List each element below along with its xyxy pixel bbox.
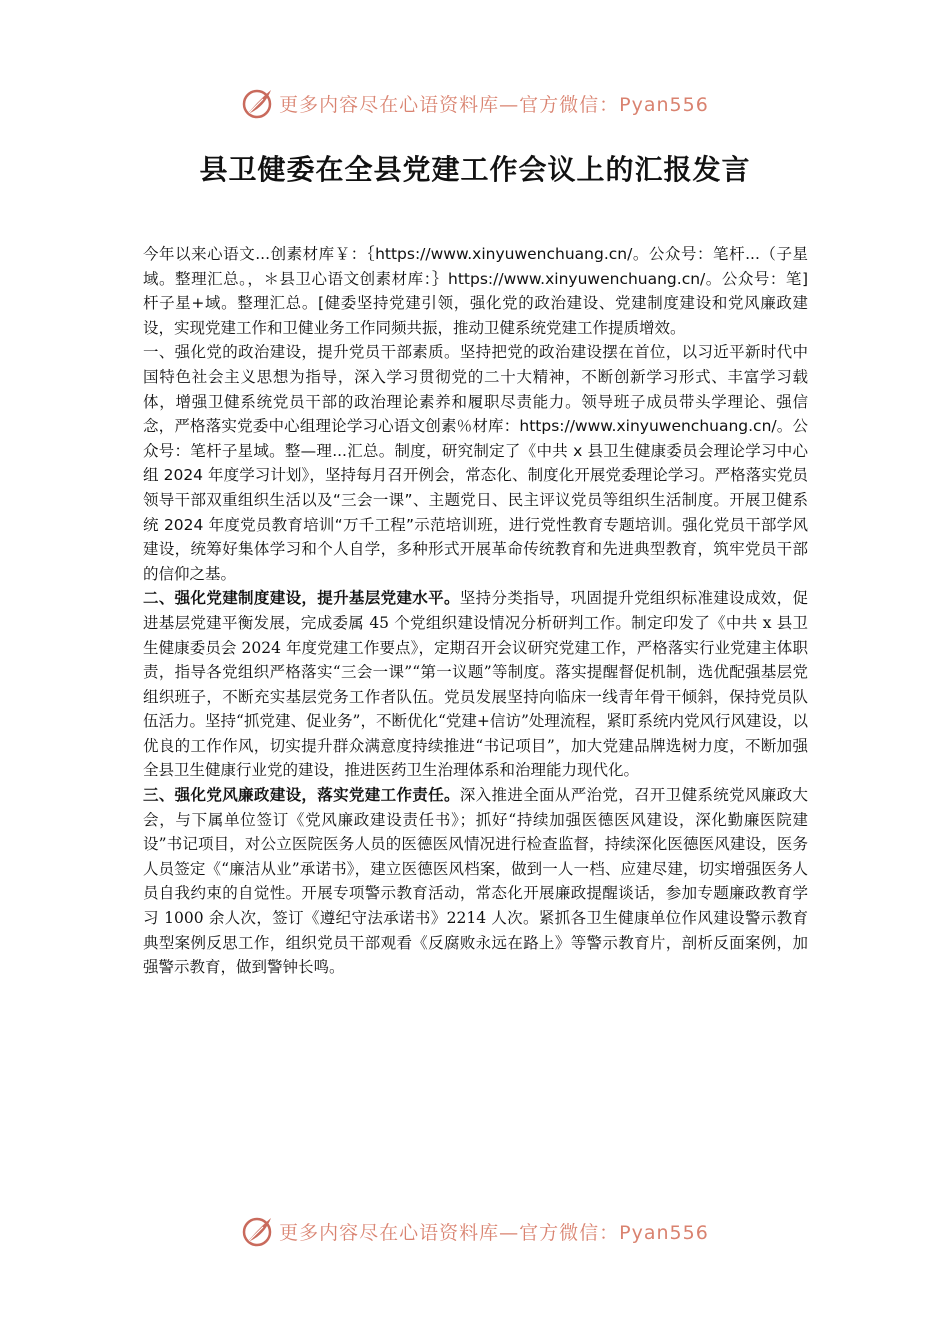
header-wechat-id: Pyan556 [619,93,709,116]
header-banner-text: 更多内容尽在心语资料库—官方微信：Pyan556 [279,93,709,116]
footer-banner-text: 更多内容尽在心语资料库—官方微信：Pyan556 [279,1221,709,1244]
section1-heading: 一、强化党的政治建设，提升党员干部素质。 [143,343,460,362]
feather-logo-icon [241,86,275,120]
section1-body: 坚持把党的政治建设摆在首位，以习近平新时代中国特色社会主义思想为指导，深入学习贯彻党的二十大精神，不断创新学习形式、丰富学习载体，增强卫健系统党员干部的政治理论素养和履职尽责能力。领导班子成员带头学理论、强信念，严格落实党委中心组理论学习心语文创素％材库：https://www.xinyuwenchuang.cn/。公众号：笔杆子星域。整—理...汇总。制度，研究制定了《中共 x 县卫生健康委员会理论学习中心组 2024 年度学习计划》，坚持每月召开例会，常态化、制度化开展党委理论学习。严格落实党员领导干部双重组织生活以及“三会一课”、主题党日、民主评议党员等组织生活制度。开展卫健系统 2024 年度党员教育培训“万千工程”示范培训班，进行党性教育专题培训。强化党员干部学风建设，统筹好集体学习和个人自学，多种形式开展革命传统教育和先进典型教育，筑牢党员干部的信仰之基。 [143,343,808,583]
document-body [143,242,808,980]
section2-body: 坚持分类指导，巩固提升党组织标准建设成效，促进基层党建平衡发展，完成委属 45 个党组织建设情况分析研判工作。制定印发了《中共 x 县卫生健康委员会 2024 年度党建工作要点》，定期召开会议研究党建工作，严格落实行业党建主体职责，指导各党组织严格落实“三会一课”“第一议题”等制度。落实提醒督促机制，选优配强基层党组织班子，不断充实基层党务工作者队伍。党员发展坚持向临床一线青年骨干倾斜，保持党员队伍活力。坚持“抓党建、促业务”，不断优化“党建+信访”处理流程，紧盯系统内党风行风建设，以优良的工作作风，切实提升群众满意度持续推进“书记项目”，加大党建品牌选树力度，不断加强全县卫生健康行业党的建设，推进医药卫生治理体系和治理能力现代化。 [143,589,808,780]
section2-heading: 二、强化党建制度建设，提升基层党建水平。 [143,588,460,608]
section2-paragraph [143,586,808,783]
section1-paragraph [143,340,808,586]
section3-paragraph [143,783,808,980]
intro-paragraph: 今年以来心语文...创素材库￥：｛https://www.xinyuwenchuang.cn/。公众号：笔杆...（子星域。整理汇总。，＊县卫心语文创素材库：｝https://www.xinyuwenchuang.cn/。公众号：笔]杆子星+域。整理汇总。[健委坚持党建引领，强化党的政治建设、党建制度建设和党风廉政建设，实现党建工作和卫健业务工作同频共振，推动卫健系统党建工作提质增效。 [143,245,808,337]
section3-body: 深入推进全面从严治党，召开卫健系统党风廉政大会，与下属单位签订《党风廉政建设责任书》；抓好“持续加强医德医风建设，深化勤廉医院建设”书记项目，对公立医院医务人员的医德医风情况进行检查监督，持续深化医德医风建设，医务人员签定《“廉洁从业”承诺书》，建立医德医风档案，做到一人一档、应建尽建，切实增强医务人员自我约束的自觉性。开展专项警示教育活动，常态化开展廉政提醒谈话，参加专题廉政教育学习 1000 余人次，签订《遵纪守法承诺书》2214 人次。紧抓各卫生健康单位作风建设警示教育典型案例反思工作，组织党员干部观看《反腐败永远在路上》等警示教育片，剖析反面案例，加强警示教育，做到警钟长鸣。 [143,786,808,977]
section3-heading: 三、强化党风廉政建设，落实党建工作责任。 [143,785,460,805]
footer-banner [0,1210,950,1252]
header-banner [0,82,950,124]
document-title: 县卫健委在全县党建工作会议上的汇报发言 [199,153,751,186]
footer-wechat-id: Pyan556 [619,1221,709,1244]
feather-logo-icon [241,1214,275,1248]
